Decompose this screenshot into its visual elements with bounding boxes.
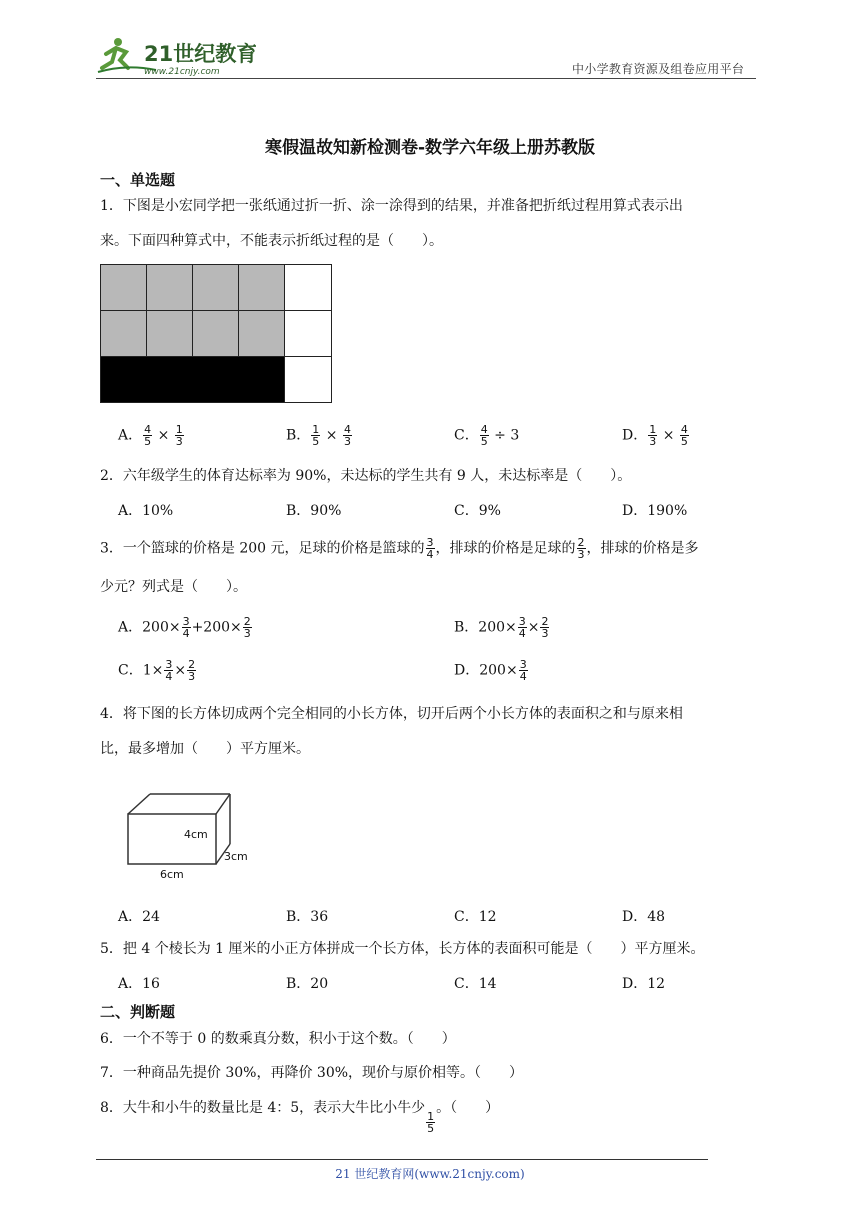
q4-option-c[interactable]: C．12 <box>454 909 497 925</box>
logo-text: 21世纪教育 <box>144 42 256 66</box>
q4-line2: 比，最多增加（ ）平方厘米。 <box>100 741 310 757</box>
length-label: 6cm <box>160 868 184 881</box>
q5-option-d[interactable]: D．12 <box>622 976 666 992</box>
q3-option-c[interactable]: C．1× $\frac{3}{4}$ × $\frac{2}{3}$ <box>118 658 196 683</box>
q1-option-a[interactable]: A． $\frac{4}{5}$ × $\frac{1}{3}$ <box>118 423 183 448</box>
q8-text: 8．大牛和小牛的数量比是 4：5，表示大牛比小牛少 $\frac{1}{5}$ 。（ ） <box>100 1100 500 1135</box>
q3-option-d[interactable]: D．200× $\frac{3}{4}$ <box>454 658 527 683</box>
q4-option-d[interactable]: D．48 <box>622 909 666 925</box>
q2-option-d[interactable]: D．190% <box>622 503 688 519</box>
q1-option-b[interactable]: B． $\frac{1}{5}$ × $\frac{4}{3}$ <box>286 423 351 448</box>
cuboid-figure <box>120 790 270 890</box>
q7-text: 7．一种商品先提价 30%，再降价 30%，现价与原价相等。（ ） <box>100 1065 524 1081</box>
q3-line2: 少元？列式是（ ）。 <box>100 579 247 595</box>
section-heading-single-choice: 一、单选题 <box>100 171 176 189</box>
q2-text: 2．六年级学生的体育达标率为 90%，未达标的学生共有 9 人，未达标率是（ ）。 <box>100 468 632 484</box>
q5-option-c[interactable]: C．14 <box>454 976 497 992</box>
height-label: 4cm <box>184 828 208 841</box>
q4-line1: 4．将下图的长方体切成两个完全相同的小长方体，切开后两个小长方体的表面积之和与原来相 <box>100 706 683 722</box>
folded-paper-figure <box>100 264 336 410</box>
page-title: 寒假温故知新检测卷-数学六年级上册苏教版 <box>264 138 596 158</box>
footer-divider <box>96 1159 708 1160</box>
q1-line1: 1．下图是小宏同学把一张纸通过折一折、涂一涂得到的结果，并准备把折纸过程用算式表示出 <box>100 198 683 214</box>
q5-option-a[interactable]: A．16 <box>118 976 160 992</box>
platform-text: 中小学教育资源及组卷应用平台 <box>572 62 745 76</box>
q2-option-b[interactable]: B．90% <box>286 503 342 519</box>
q1-option-c[interactable]: C． $\frac{4}{5}$ ÷ 3 <box>454 423 520 448</box>
site-logo <box>96 34 256 80</box>
q3-option-a[interactable]: A．200× $\frac{3}{4}$ +200× $\frac{2}{3}$ <box>118 615 251 640</box>
q3-option-b[interactable]: B．200× $\frac{3}{4}$ × $\frac{2}{3}$ <box>454 615 549 640</box>
header-divider <box>96 78 756 79</box>
depth-label: 3cm <box>224 850 248 863</box>
q1-option-d[interactable]: D． $\frac{1}{3}$ × $\frac{4}{5}$ <box>622 423 688 448</box>
q2-option-c[interactable]: C．9% <box>454 503 501 519</box>
footer-text[interactable]: 21 世纪教育网(www.21cnjy.com) <box>335 1167 525 1181</box>
q2-option-a[interactable]: A．10% <box>118 503 174 519</box>
q4-option-a[interactable]: A．24 <box>118 909 160 925</box>
q4-option-b[interactable]: B．36 <box>286 909 329 925</box>
q1-line2: 来。下面四种算式中，不能表示折纸过程的是（ ）。 <box>100 233 443 249</box>
logo-url: www.21cnjy.com <box>144 67 220 77</box>
section-heading-true-false: 二、判断题 <box>100 1003 176 1021</box>
q5-option-b[interactable]: B．20 <box>286 976 329 992</box>
q5-text: 5．把 4 个棱长为 1 厘米的小正方体拼成一个长方体，长方体的表面积可能是（ ）平方厘米。 <box>100 941 705 957</box>
q6-text: 6．一个不等于 0 的数乘真分数，积小于这个数。（ ） <box>100 1031 456 1047</box>
q3-line1: 3．一个篮球的价格是 200 元，足球的价格是篮球的 $\frac{3}{4}$ ，排球的价格是足球的 $\frac{2}{3}$ ，排球的价格是多 <box>100 536 699 561</box>
